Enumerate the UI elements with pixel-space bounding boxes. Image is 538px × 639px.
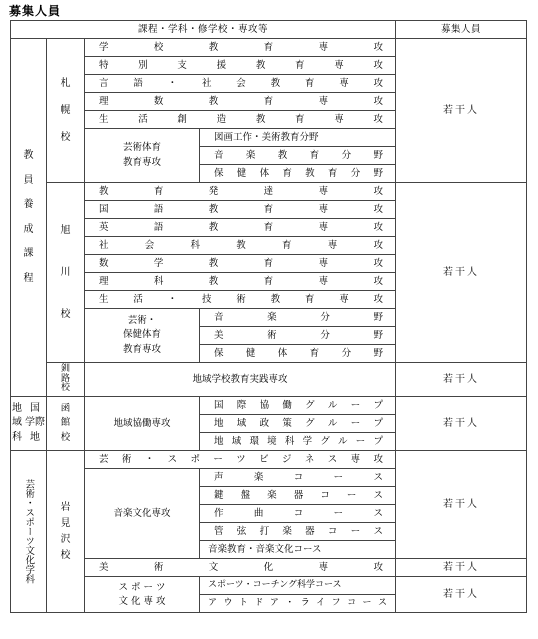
row-label-part: ー xyxy=(350,399,361,411)
row-label-part: グ xyxy=(305,399,315,411)
table-row xyxy=(85,57,396,75)
table-row xyxy=(85,219,396,237)
row-label-part: 術 xyxy=(121,453,132,465)
row-label-part: 攻 xyxy=(373,41,383,53)
row-label-part: 野 xyxy=(373,311,383,323)
row-label-part: 別 xyxy=(138,59,148,71)
row-label-part: ー xyxy=(362,598,372,608)
row-label-part: 攻 xyxy=(373,113,383,125)
table-row xyxy=(200,541,396,559)
row-label-part: 作 xyxy=(214,507,224,519)
row-label-part: コ xyxy=(320,489,330,501)
row-label-part: コ xyxy=(293,507,304,519)
row-label-part: 創 xyxy=(177,113,187,125)
row-label-part: 管 xyxy=(214,525,224,537)
row-label-part: 音 xyxy=(214,149,224,161)
row-label-part: 生 xyxy=(99,293,109,305)
row-label-part: 教 xyxy=(208,95,219,107)
row-label-part: 教 xyxy=(236,239,246,251)
row-label-part: ツ xyxy=(236,453,246,465)
campus-kushiro-label: 釧路校 xyxy=(60,363,70,394)
row-label-part: 声 xyxy=(214,471,224,483)
row-label-part: ス xyxy=(373,507,384,519)
row-label-part: 育 xyxy=(282,239,292,251)
music-culture-program: 音楽文化専攻 xyxy=(85,469,200,559)
row-label-part: 社 xyxy=(201,77,212,89)
row-label-part: 楽 xyxy=(282,525,292,537)
row-label-part: 科 xyxy=(190,239,201,251)
page-title: 募集人員 xyxy=(9,4,62,18)
row-label-part: 専 xyxy=(350,453,361,465)
row-label-part: 域 xyxy=(236,417,247,429)
row-label-part: 達 xyxy=(263,185,274,197)
row-label-part: プ xyxy=(373,399,383,411)
row-label-part: ア xyxy=(269,598,279,608)
row-label-part: 数 xyxy=(99,257,109,269)
row-label-part: 専 xyxy=(334,113,344,125)
row-label-part: 育 xyxy=(263,221,274,233)
row-label-part: 専 xyxy=(318,95,329,107)
row-label xyxy=(85,241,395,251)
row-label-part: 援 xyxy=(216,59,227,71)
row-label-part: 攻 xyxy=(373,293,384,305)
row-label-part: 器 xyxy=(293,489,304,501)
row-label-part: 野 xyxy=(373,329,383,341)
row-label xyxy=(200,473,395,483)
row-label-part: 専 xyxy=(318,203,329,215)
row-label-part: 生 xyxy=(99,113,109,125)
table-row xyxy=(85,559,396,577)
row-label-part: 教 xyxy=(208,41,219,53)
row-label-part: 特 xyxy=(99,59,109,71)
row-label-part: ス xyxy=(377,598,387,608)
table-row xyxy=(200,433,396,451)
row-label-part: 会 xyxy=(144,239,155,251)
row-label-part: ー xyxy=(355,435,366,447)
row-label-part: プ xyxy=(373,435,383,447)
sports-culture-program: ス ポ ー ツ 文 化 専 攻 xyxy=(85,577,200,613)
row-label-part: 専 xyxy=(327,239,338,251)
row-label-part: 攻 xyxy=(373,221,383,233)
row-label-part: 専 xyxy=(318,561,329,573)
row-label-part: 教 xyxy=(255,59,266,71)
row-label-part: ス xyxy=(373,525,383,537)
table-row xyxy=(200,129,396,147)
row-label-part: 専 xyxy=(318,257,329,269)
row-label-part: 専 xyxy=(318,221,329,233)
row-label-part: 際 xyxy=(236,399,247,411)
row-label-part: 体 xyxy=(277,347,288,359)
row-label xyxy=(200,331,395,341)
row-label-part: 健 xyxy=(236,167,247,179)
row-label xyxy=(200,599,395,608)
hakodate-program: 地域協働専攻 xyxy=(85,397,200,451)
table-row xyxy=(200,595,396,613)
row-label-part: 攻 xyxy=(373,59,383,71)
row-label xyxy=(85,205,395,215)
row-label-part: 育 xyxy=(263,95,274,107)
row-label-part: 攻 xyxy=(373,239,384,251)
row-label-part: 校 xyxy=(153,41,164,53)
row-label-part: 攻 xyxy=(373,257,383,269)
row-label-part: 環 xyxy=(249,435,259,447)
row-label-part: ー xyxy=(213,453,223,465)
row-label-part: 語 xyxy=(133,77,143,89)
row-label xyxy=(200,419,395,429)
row-label-part: 専 xyxy=(318,275,329,287)
table-row xyxy=(200,505,396,523)
row-label-part: 専 xyxy=(339,293,349,305)
row-label-part: 政 xyxy=(259,417,270,429)
row-label-part: 音 xyxy=(214,311,224,323)
table-row xyxy=(85,39,396,57)
asahikawa-arts-label: 芸術・ 保健体育 教育専攻 xyxy=(85,309,200,363)
row-label xyxy=(200,313,395,323)
row-label-part: ス xyxy=(373,471,384,483)
table-row xyxy=(85,201,396,219)
header-course: 課程・学科・修学校・専攻等 xyxy=(11,21,396,39)
row-label xyxy=(85,259,395,269)
row-label xyxy=(85,295,395,305)
row-label xyxy=(200,151,395,161)
table-row xyxy=(85,255,396,273)
row-label-part: 育 xyxy=(263,203,274,215)
row-label-part: ・ xyxy=(167,77,178,89)
row-label-part: 科 xyxy=(153,275,164,287)
row-label-part: 専 xyxy=(318,41,329,53)
row-label-part: 科 xyxy=(284,435,295,447)
group-teacher-training: 教 員 養 成 課 程 xyxy=(11,39,47,397)
row-label-part: 教 xyxy=(208,203,219,215)
row-label-part: 育 xyxy=(327,167,338,179)
row-label-part: 曲 xyxy=(253,507,264,519)
row-label-part: 野 xyxy=(373,149,383,161)
row-label-part: 学 xyxy=(99,41,109,53)
table-row xyxy=(200,487,396,505)
row-label-part: ア xyxy=(208,598,218,608)
row-label xyxy=(85,115,395,125)
row-label-part: コ xyxy=(347,598,357,608)
row-label-part: 美 xyxy=(214,329,224,341)
row-label-part: 国 xyxy=(99,203,109,215)
row-label-part: 術 xyxy=(267,329,277,341)
row-label-part: 働 xyxy=(282,399,292,411)
row-label-part: イ xyxy=(316,598,326,608)
row-label-part: 分 xyxy=(320,311,330,323)
table-row xyxy=(85,273,396,291)
row-label xyxy=(200,491,395,501)
row-label-part: 地 xyxy=(214,435,224,447)
row-label-part: ー xyxy=(346,489,357,501)
row-label-part: コ xyxy=(293,471,304,483)
row-label-part: ス xyxy=(373,489,383,501)
row-label xyxy=(200,401,395,411)
row-label-part: 協 xyxy=(259,399,270,411)
row-label-part: 攻 xyxy=(373,203,383,215)
row-label-part: 教 xyxy=(270,293,281,305)
table-row xyxy=(200,345,396,363)
row-label-part: 活 xyxy=(133,293,143,305)
row-label-part: ー xyxy=(350,417,361,429)
row-label-part: 教 xyxy=(255,113,266,125)
row-label-part: 教 xyxy=(99,185,109,197)
row-label xyxy=(85,79,395,89)
row-label-part: 楽 xyxy=(267,311,277,323)
count-iwamizawa: 若干人 xyxy=(396,451,527,559)
row-label xyxy=(200,509,395,519)
group-regional-col2: 国 学際 地 xyxy=(25,402,45,443)
row-label xyxy=(85,97,395,107)
table-row xyxy=(200,523,396,541)
row-label-part: ・ xyxy=(167,293,178,305)
row-label-part: 分 xyxy=(320,329,330,341)
row-label-part: 育 xyxy=(309,149,320,161)
row-label-part: ル xyxy=(327,417,338,429)
row-label-part: ビ xyxy=(259,453,269,465)
row-label-part: 域 xyxy=(231,435,242,447)
recruitment-table xyxy=(10,20,527,613)
row-label-part: 教 xyxy=(277,149,288,161)
table-row xyxy=(200,147,396,165)
row-label-part: 攻 xyxy=(373,561,383,573)
row-label-part: 社 xyxy=(99,239,109,251)
row-label-part: 教 xyxy=(305,167,315,179)
row-label xyxy=(200,527,395,537)
row-label-part: ・ xyxy=(285,598,295,608)
row-label-part: ネ xyxy=(304,453,315,465)
campus-hakodate: 函 館 校 xyxy=(47,397,85,451)
count-asahikawa: 若干人 xyxy=(396,183,527,363)
row-label xyxy=(85,277,395,287)
row-label-part: 育 xyxy=(263,41,274,53)
row-label-part: 造 xyxy=(216,113,227,125)
row-label-part: 術 xyxy=(236,293,246,305)
table-row xyxy=(200,327,396,345)
row-label-part: 数 xyxy=(153,95,164,107)
row-label-part: グ xyxy=(305,417,315,429)
table-row xyxy=(85,75,396,93)
row-label-part: グ xyxy=(320,435,330,447)
row-label-part: 野 xyxy=(373,347,383,359)
row-label-part: ウ xyxy=(223,598,233,608)
row-label-part: 発 xyxy=(208,185,219,197)
row-label-part: 育 xyxy=(263,275,274,287)
row-label xyxy=(85,563,395,573)
row-label-part: コ xyxy=(327,525,338,537)
row-label-part: フ xyxy=(331,598,341,608)
row-label-part: 育 xyxy=(295,113,305,125)
row-label-part: 楽 xyxy=(267,489,277,501)
row-label-part: 支 xyxy=(177,59,187,71)
table-row xyxy=(200,469,396,487)
group-arts-sports-label: 芸術・スポーツ文化学科 xyxy=(23,479,35,584)
row-label-part: ポ xyxy=(190,453,201,465)
group-regional-col1: 地 域 科 xyxy=(12,402,22,443)
row-label-part: 育 xyxy=(304,293,315,305)
sapporo-arts-label: 芸術体育 教育専攻 xyxy=(85,129,200,183)
table-row xyxy=(200,165,396,183)
row-label-part: 理 xyxy=(99,275,109,287)
row-label-part: ル xyxy=(338,435,348,447)
row-label-part: 活 xyxy=(138,113,148,125)
row-label-part: 育 xyxy=(304,77,315,89)
row-label-part: 攻 xyxy=(373,453,384,465)
table-row xyxy=(200,309,396,327)
table-row xyxy=(200,415,396,433)
row-label-part: 育 xyxy=(263,257,274,269)
row-label-part: ス xyxy=(327,453,338,465)
row-label-part: 盤 xyxy=(240,489,251,501)
row-label xyxy=(85,61,395,71)
kushiro-program: 地域学校教育実践専攻 xyxy=(85,363,396,397)
row-label-part: 言 xyxy=(99,77,109,89)
count-sports-culture: 若干人 xyxy=(396,577,527,613)
row-label-part: ・ xyxy=(144,453,155,465)
row-label-part: ル xyxy=(327,399,338,411)
row-label-part: 策 xyxy=(282,417,292,429)
row-label xyxy=(85,187,395,197)
row-label-part: 境 xyxy=(267,435,277,447)
row-label-part: プ xyxy=(373,417,383,429)
row-label xyxy=(200,349,395,359)
row-label-part: 野 xyxy=(373,167,383,179)
count-art-culture: 若干人 xyxy=(396,559,527,577)
row-label-part: ト xyxy=(238,598,248,608)
table-row xyxy=(85,93,396,111)
row-label-part: 化 xyxy=(263,561,274,573)
row-label xyxy=(200,437,395,447)
count-kushiro: 若干人 xyxy=(396,363,527,397)
row-label xyxy=(85,223,395,233)
row-label-part: 攻 xyxy=(373,185,383,197)
row-label-part: 弦 xyxy=(236,525,247,537)
row-label-part: 保 xyxy=(214,347,224,359)
row-label-part: 打 xyxy=(259,525,270,537)
count-hakodate: 若干人 xyxy=(396,397,527,451)
group-regional-studies xyxy=(11,397,47,451)
table-row xyxy=(85,237,396,255)
row-label-part: 楽 xyxy=(253,471,264,483)
row-label-part: 鍵 xyxy=(214,489,224,501)
row-label-part: ー xyxy=(333,507,344,519)
row-label-part: 美 xyxy=(99,561,109,573)
row-label-part: 楽 xyxy=(245,149,256,161)
row-label-part: 語 xyxy=(153,221,164,233)
table-row xyxy=(200,577,396,595)
table-row xyxy=(85,291,396,309)
row-label-part: 文 xyxy=(208,561,219,573)
row-label-part: 教 xyxy=(208,257,219,269)
row-label-part: 器 xyxy=(305,525,315,537)
header-count: 募集人員 xyxy=(396,21,527,39)
row-label-part: 教 xyxy=(208,221,219,233)
row-label-part: 技 xyxy=(201,293,212,305)
count-sapporo: 若干人 xyxy=(396,39,527,183)
row-label-part: 分 xyxy=(341,149,352,161)
row-label-part: 語 xyxy=(153,203,164,215)
row-label: 図画工作・美術教育分野 xyxy=(214,131,319,143)
row-label xyxy=(200,169,395,179)
campus-sapporo: 札 幌 校 xyxy=(47,39,85,183)
row-label-part: 理 xyxy=(99,95,109,107)
row-label-part: 保 xyxy=(214,167,224,179)
row-label xyxy=(85,43,395,53)
row-label-part: 育 xyxy=(153,185,164,197)
row-label xyxy=(85,455,395,465)
campus-asahikawa: 旭 川 校 xyxy=(47,183,85,363)
row-label-part: ド xyxy=(254,598,264,608)
row-label-part: 育 xyxy=(282,167,292,179)
row-label-part: 分 xyxy=(341,347,352,359)
row-label-part: 体 xyxy=(259,167,270,179)
row-label-part: 芸 xyxy=(99,453,109,465)
row-label-part: 健 xyxy=(245,347,256,359)
row-label-part: 術 xyxy=(153,561,164,573)
row-label-part: ラ xyxy=(300,598,310,608)
campus-kushiro xyxy=(47,363,85,397)
row-label-part: ス xyxy=(167,453,178,465)
row-label-part: 英 xyxy=(99,221,109,233)
row-label-part: 国 xyxy=(214,399,224,411)
group-arts-sports xyxy=(11,451,47,613)
row-label-part: ジ xyxy=(282,453,292,465)
row-label-part: 攻 xyxy=(373,275,383,287)
table-row xyxy=(85,111,396,129)
campus-iwamizawa: 岩 見 沢 校 xyxy=(47,451,85,613)
table-row xyxy=(200,397,396,415)
row-label-part: 教 xyxy=(208,275,219,287)
row-label-part: 地 xyxy=(214,417,224,429)
row-label-part: 専 xyxy=(339,77,349,89)
table-row xyxy=(85,451,396,469)
row-label-part: 攻 xyxy=(373,95,383,107)
row-label-part: 会 xyxy=(236,77,246,89)
row-label-part: 教 xyxy=(270,77,281,89)
row-label: スポーツ・コーチング科学コース xyxy=(208,580,342,590)
row-label-part: ー xyxy=(333,471,344,483)
row-label-part: 専 xyxy=(334,59,344,71)
row-label: 音楽教育・音楽文化コース xyxy=(208,543,322,555)
row-label-part: 攻 xyxy=(373,77,384,89)
row-label-part: 育 xyxy=(295,59,305,71)
row-label-part: 育 xyxy=(309,347,320,359)
row-label-part: ー xyxy=(350,525,361,537)
row-label-part: 専 xyxy=(318,185,329,197)
row-label-part: 学 xyxy=(302,435,313,447)
table-row xyxy=(85,183,396,201)
row-label-part: 学 xyxy=(153,257,164,269)
row-label-part: 分 xyxy=(350,167,361,179)
